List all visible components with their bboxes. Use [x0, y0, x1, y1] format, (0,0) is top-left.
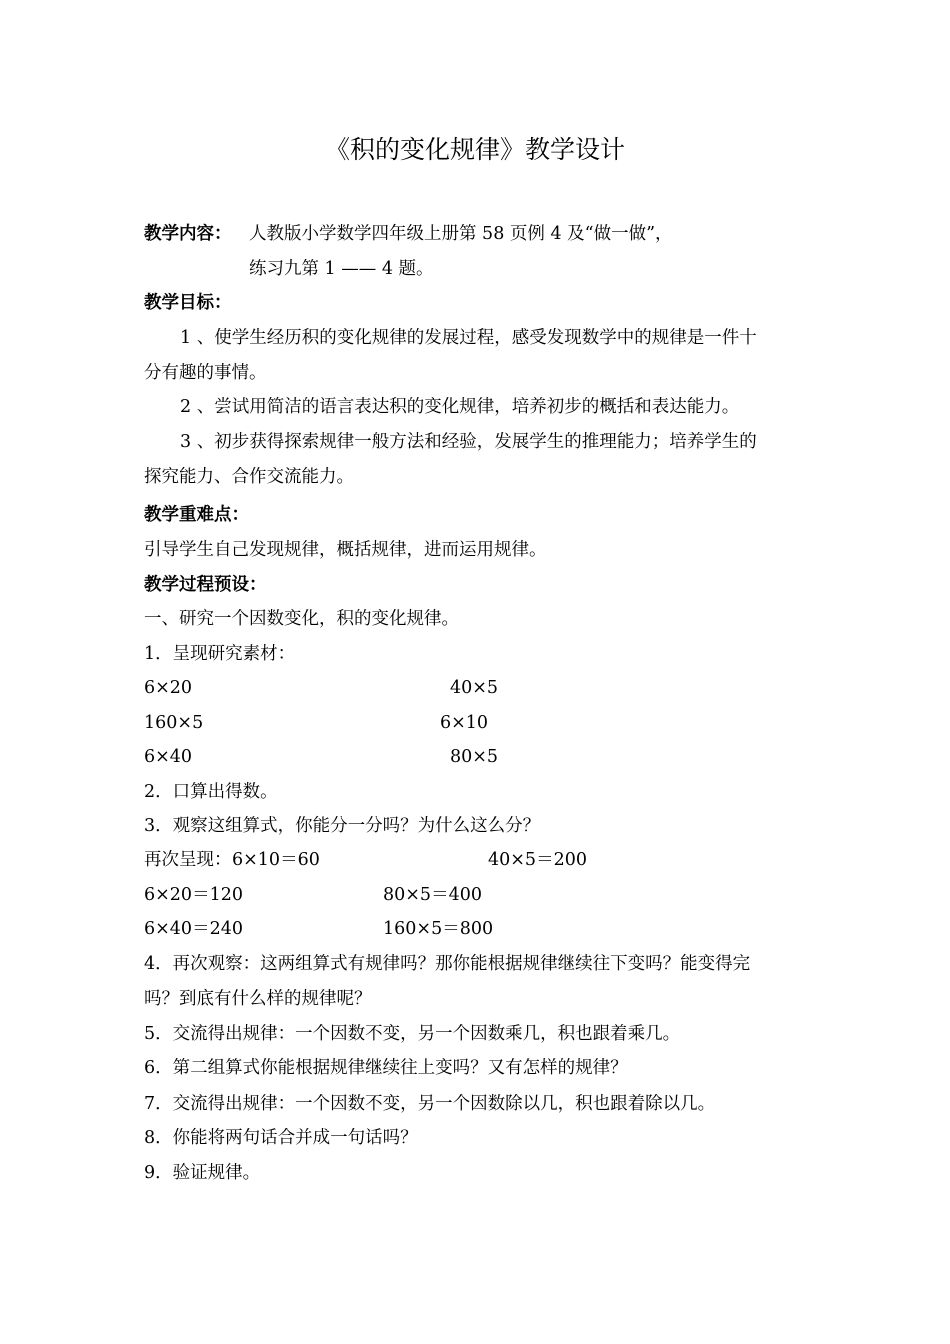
- step-4-line-1: 4．再次观察：这两组算式有规律吗？那你能根据规律继续往下变吗？能变得完: [144, 954, 751, 974]
- document-title: 《积的变化规律》教学设计: [324, 135, 625, 164]
- step-5: 5．交流得出规律：一个因数不变，另一个因数乘几，积也跟着乘几。: [144, 1024, 681, 1044]
- goal-1-line-2: 分有趣的事情。: [144, 363, 267, 383]
- equation-left: 6×40＝240: [144, 919, 243, 939]
- material-left: 6×20: [144, 678, 193, 698]
- again-left: 6×10＝60: [232, 850, 320, 870]
- step-4-line-2: 吗？到底有什么样的规律呢？: [144, 989, 372, 1009]
- goal-3-line-1: 3 、初步获得探索规律一般方法和经验，发展学生的推理能力；培养学生的: [180, 432, 757, 452]
- key-points-heading: 教学重难点：: [144, 505, 249, 525]
- equation-left: 6×20＝120: [144, 885, 243, 905]
- key-points-text: 引导学生自己发现规律，概括规律，进而运用规律。: [144, 540, 547, 560]
- step-2: 2．口算出得数。: [144, 782, 278, 802]
- step-6: 6．第二组算式你能根据规律继续往上变吗？又有怎样的规律？: [144, 1058, 628, 1078]
- goal-3-line-2: 探究能力、合作交流能力。: [144, 467, 354, 487]
- content-line-2: 练习九第 1 —— 4 题。: [249, 259, 434, 279]
- step-1: 1．呈现研究素材：: [144, 644, 296, 664]
- step-3: 3．观察这组算式，你能分一分吗？为什么这么分？: [144, 816, 541, 836]
- material-right: 6×10: [440, 713, 489, 733]
- material-left: 6×40: [144, 747, 193, 767]
- again-label: 再次呈现：: [144, 850, 232, 870]
- content-label: 教学内容：: [144, 224, 232, 244]
- goals-heading: 教学目标：: [144, 293, 232, 313]
- material-right: 40×5: [450, 678, 499, 698]
- process-part-1: 一、研究一个因数变化，积的变化规律。: [144, 609, 459, 629]
- process-heading: 教学过程预设：: [144, 575, 267, 595]
- again-right: 40×5＝200: [488, 850, 587, 870]
- step-7: 7．交流得出规律：一个因数不变，另一个因数除以几，积也跟着除以几。: [144, 1094, 716, 1114]
- equation-right: 160×5＝800: [383, 919, 494, 939]
- step-9: 9．验证规律。: [144, 1163, 261, 1183]
- content-line-1: 人教版小学数学四年级上册第 58 页例 4 及“做一做”，: [249, 224, 673, 244]
- step-8: 8．你能将两句话合并成一句话吗？: [144, 1128, 418, 1148]
- equation-right: 80×5＝400: [383, 885, 482, 905]
- goal-2-line-1: 2 、尝试用简洁的语言表达积的变化规律，培养初步的概括和表达能力。: [180, 397, 740, 417]
- material-right: 80×5: [450, 747, 499, 767]
- goal-1-line-1: 1 、使学生经历积的变化规律的发展过程，感受发现数学中的规律是一件十: [180, 328, 757, 348]
- material-left: 160×5: [144, 713, 204, 733]
